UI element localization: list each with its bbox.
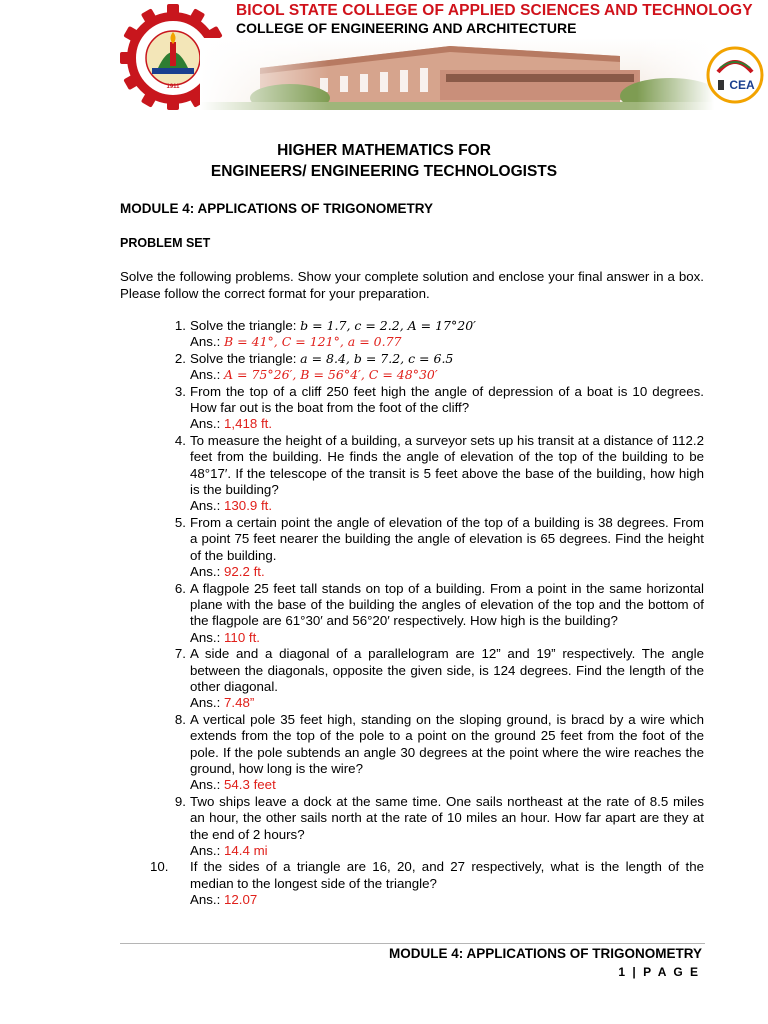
problem-number: 6. — [174, 580, 186, 596]
answer-line — [120, 777, 704, 793]
problem-list — [120, 318, 704, 909]
problem-text: To measure the height of a building, a surveyor sets up his transit at a distance of 112.2 feet from the building. He finds the angle of elevation of the top of the building to be 48°17′. If the telescope of the transit is 5 feet above the base of the building, how high is the building? — [190, 432, 704, 498]
problem-text: Two ships leave a dock at the same time. One sails northeast at the rate of 8.5 miles an hour, the other sails north at the rate of 10 miles an hour. How far apart are they at the end of 2 hours? — [190, 793, 704, 842]
answer-label: Ans.: — [190, 629, 221, 645]
problem-number: 10. — [150, 859, 169, 875]
answer-line — [120, 416, 704, 432]
answer-value: 7.48” — [224, 695, 255, 711]
problem-math: a = 8.4, b = 7.2, c = 6.5 — [300, 350, 454, 366]
answer-value: 14.4 mi — [224, 843, 268, 858]
answer-line — [120, 843, 704, 859]
problem-item — [120, 351, 704, 367]
footer-module: MODULE 4: APPLICATIONS OF TRIGONOMETRY — [389, 946, 702, 961]
problem-item — [120, 646, 704, 695]
problem-item — [120, 794, 704, 843]
answer-value: 12.07 — [224, 892, 258, 908]
page-number: 1 | P A G E — [618, 965, 700, 979]
answer-label: Ans.: — [190, 416, 221, 432]
answer-value: 130.9 ft. — [224, 498, 273, 514]
school-name: BICOL STATE COLLEGE OF APPLIED SCIENCES AND TECHNOLOGY — [236, 2, 753, 19]
problem-item — [120, 712, 704, 778]
answer-label: Ans.: — [190, 498, 221, 514]
seal-year: 1911 — [166, 84, 180, 90]
answer-label: Ans.: — [190, 892, 221, 908]
problem-text: Solve the triangle: — [190, 318, 301, 333]
problem-number: 5. — [174, 514, 186, 530]
problem-item — [120, 318, 704, 334]
problem-text: If the sides of a triangle are 16, 20, and 27 respectively, what is the length of the median to the longest side of the triangle? — [190, 859, 704, 891]
answer-label: Ans.: — [190, 843, 221, 858]
answer-label: Ans.: — [190, 367, 221, 383]
problem-text: From the top of a cliff 250 feet high the angle of depression of a boat is 10 degrees. How far out is the boat from the foot of the cliff? — [190, 383, 704, 416]
college-name: COLLEGE OF ENGINEERING AND ARCHITECTURE — [236, 20, 577, 36]
problem-text: A side and a diagonal of a parallelogram are 12” and 19” respectively. The angle between the diagonals, opposite the given side, is 124 degrees. Find the length of the other diagonal. — [190, 646, 704, 694]
answer-value: B = 41°, C = 121°, a = 0.77 — [224, 334, 402, 350]
problem-text: A flagpole 25 feet tall stands on top of a building. From a point in the same horizontal plane with the base of the building the angles of elevation of the top and the bottom of the flagpole are 61°30′ and 56°20′ respectively. How high is the building? — [190, 580, 704, 629]
cea-logo — [706, 46, 764, 104]
module-heading: MODULE 4: APPLICATIONS OF TRIGONOMETRY — [120, 201, 433, 216]
answer-label: Ans.: — [190, 334, 221, 350]
answer-line — [120, 695, 704, 711]
answer-line — [120, 564, 704, 580]
answer-line — [120, 334, 704, 350]
problem-item — [120, 433, 704, 499]
answer-value: 54.3 feet — [224, 777, 276, 793]
campus-building-photo — [200, 38, 714, 110]
problem-number: 8. — [174, 711, 186, 727]
problem-item — [120, 859, 704, 892]
footer-divider — [120, 943, 705, 944]
problem-number: 3. — [174, 383, 186, 399]
answer-line — [120, 367, 704, 383]
answer-label: Ans.: — [190, 695, 221, 711]
answer-value: 1,418 ft. — [224, 416, 273, 432]
problem-number: 1. — [174, 318, 186, 333]
answer-label: Ans.: — [190, 564, 221, 580]
problem-number: 2. — [174, 350, 186, 366]
problem-number: 7. — [174, 646, 186, 662]
answer-value: A = 75°26′, B = 56°4′, C = 48°30′ — [224, 367, 438, 383]
problem-math: b = 1.7, c = 2.2, A = 17°20′ — [300, 318, 476, 333]
problem-item — [120, 384, 704, 417]
instructions-paragraph: Solve the following problems. Show your complete solution and enclose your final answer in a box. Please follow the correct format for your preparation. — [120, 269, 704, 301]
document-title-line1: HIGHER MATHEMATICS FOR — [277, 142, 491, 159]
section-heading: PROBLEM SET — [120, 236, 211, 250]
answer-line — [120, 630, 704, 646]
answer-line — [120, 892, 704, 908]
problem-number: 4. — [174, 432, 186, 448]
problem-item — [120, 515, 704, 564]
answer-line — [120, 498, 704, 514]
document-title-line2: ENGINEERS/ ENGINEERING TECHNOLOGISTS — [210, 163, 558, 180]
problem-text: From a certain point the angle of elevation of the top of a building is 38 degrees. From a point 75 feet nearer the building the angle of elevation is 65 degrees. Find the height of the building. — [190, 514, 704, 563]
problem-text: A vertical pole 35 feet high, standing on the sloping ground, is bracd by a wire which extends from the top of the pole to a point on the ground 25 feet from the foot of the pole. If the pole subtends an angle 30 degrees at the point where the wire reaches the ground, how long is the wire? — [190, 711, 704, 776]
answer-label: Ans.: — [190, 777, 221, 793]
problem-number: 9. — [174, 793, 186, 809]
answer-value: 110 ft. — [224, 629, 260, 645]
problem-text: Solve the triangle: — [190, 350, 301, 366]
page-header — [0, 0, 768, 112]
answer-value: 92.2 ft. — [224, 564, 265, 580]
problem-item — [120, 581, 704, 630]
cea-logo-text: CEA — [729, 78, 755, 92]
